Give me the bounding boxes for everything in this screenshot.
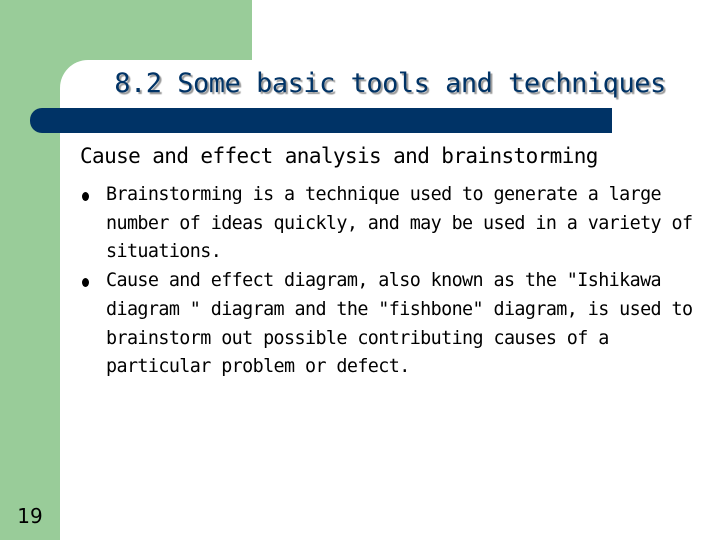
green-band-left xyxy=(0,0,60,540)
bullet-item-cause-effect xyxy=(80,267,710,382)
slide-number: 19 xyxy=(17,504,43,528)
bullet-dot-icon xyxy=(82,192,89,201)
bullet-list xyxy=(80,181,710,382)
slide-subheading: Cause and effect analysis and brainstorming xyxy=(80,144,598,168)
bullet-dot-icon xyxy=(82,278,89,287)
slide-title: 8.2 Some basic tools and techniques xyxy=(114,68,666,99)
bullet-text: Cause and effect diagram, also known as the "Ishikawa diagram " diagram and the "fishbone" diagram, is used to brainstorm out possible contributing causes of a particular problem or defect. xyxy=(106,270,693,378)
title-underline-bar xyxy=(30,108,612,133)
bullet-text: Brainstorming is a technique used to generate a large number of ideas quickly, and may be used in a variety of situations. xyxy=(106,184,693,263)
bullet-item-brainstorming xyxy=(80,181,710,267)
